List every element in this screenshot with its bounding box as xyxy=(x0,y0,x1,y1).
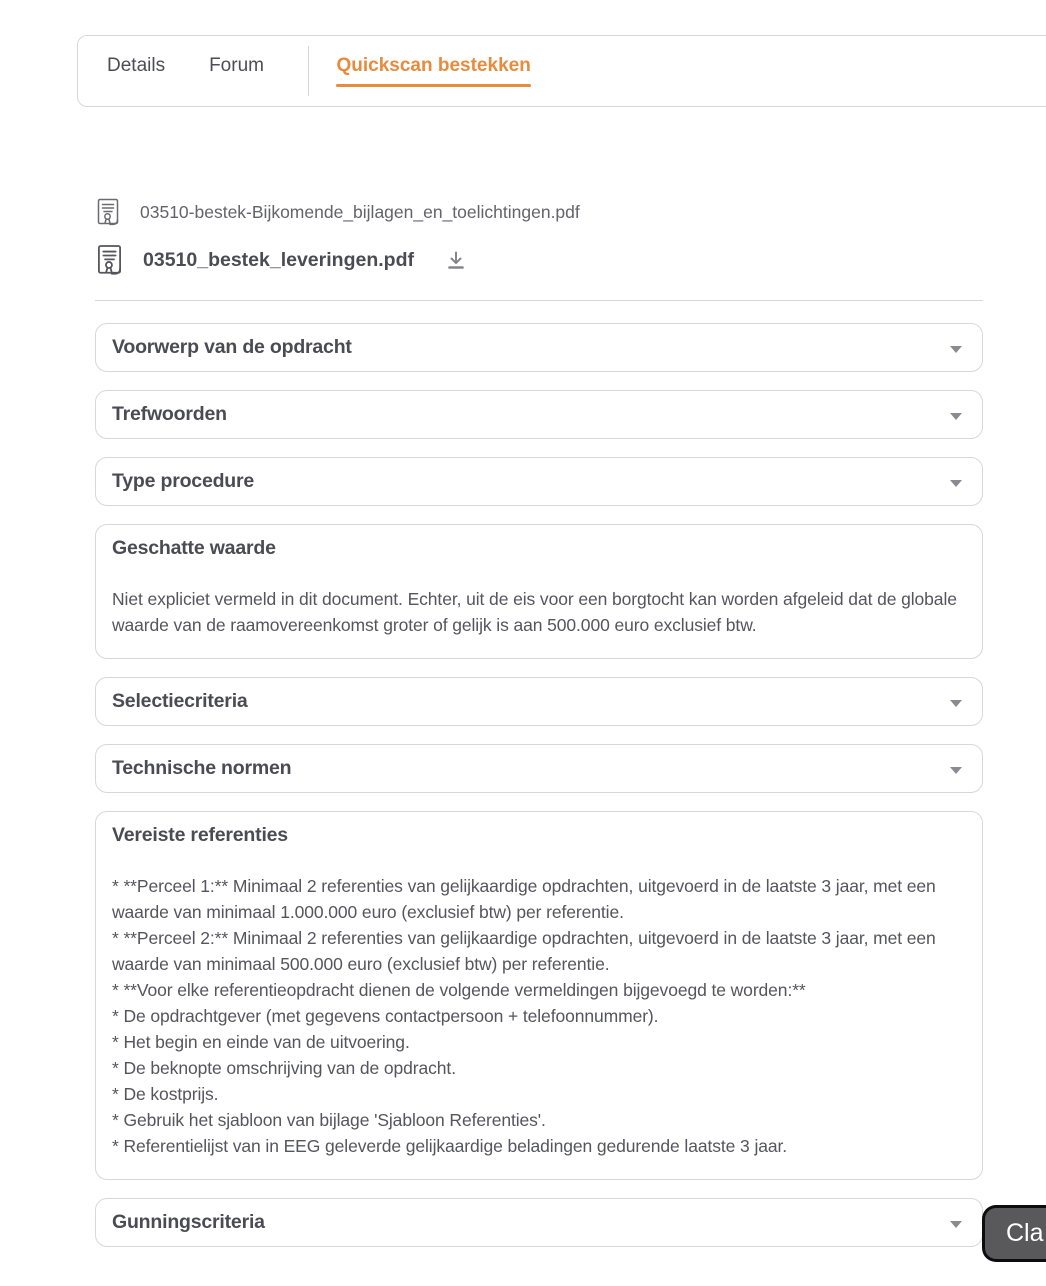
panel-geschatte-waarde xyxy=(95,524,983,659)
panel-title: Gunningscriteria xyxy=(112,1211,265,1233)
file-name[interactable]: 03510-bestek-Bijkomende_bijlagen_en_toelichtingen.pdf xyxy=(140,202,580,222)
tab-quickscan-bestekken[interactable]: Quickscan bestekken xyxy=(336,55,530,88)
tab-divider xyxy=(308,46,310,96)
panel-header[interactable] xyxy=(96,525,982,560)
panel-type-procedure xyxy=(95,457,983,506)
certificate-icon xyxy=(95,244,124,277)
panel-body-text xyxy=(96,873,982,1179)
chevron-down-icon xyxy=(950,1221,962,1228)
chevron-down-icon xyxy=(950,346,962,353)
panel-header[interactable] xyxy=(96,745,982,792)
floating-overlay-button[interactable] xyxy=(982,1205,1046,1262)
reference-line: * De opdrachtgever (met gegevens contactpersoon + telefoonnummer). xyxy=(112,1006,659,1026)
floating-button-label: Cla xyxy=(1006,1219,1044,1247)
panel-header[interactable] xyxy=(96,391,982,438)
panel-selectiecriteria xyxy=(95,677,983,726)
certificate-icon xyxy=(95,198,121,227)
reference-line: * Het begin en einde van de uitvoering. xyxy=(112,1032,410,1052)
panel-technische-normen xyxy=(95,744,983,793)
file-item-selected[interactable] xyxy=(95,244,983,277)
reference-line: * **Perceel 2:** Minimaal 2 referenties van gelijkaardige opdrachten, uitgevoerd in de laatste 3 jaar, met een waarde van minimaal 500.000 euro (exclusief btw) per referentie. xyxy=(112,928,936,974)
panel-title: Geschatte waarde xyxy=(112,537,276,559)
reference-line: * Referentielijst van in EEG geleverde gelijkaardige beladingen gedurende laatste 3 jaar. xyxy=(112,1136,788,1156)
reference-line: * **Voor elke referentieopdracht dienen de volgende vermeldingen bijgevoegd te worden:** xyxy=(112,980,806,1000)
reference-line: * De kostprijs. xyxy=(112,1084,219,1104)
panel-trefwoorden xyxy=(95,390,983,439)
panel-title: Technische normen xyxy=(112,757,292,779)
tab-bar xyxy=(77,35,1046,107)
chevron-down-icon xyxy=(950,480,962,487)
reference-line: * De beknopte omschrijving van de opdracht. xyxy=(112,1058,456,1078)
panel-header[interactable] xyxy=(96,458,982,505)
section-divider xyxy=(95,300,983,301)
download-icon xyxy=(445,250,467,271)
download-button[interactable] xyxy=(445,250,467,271)
panel-gunningscriteria xyxy=(95,1198,983,1247)
file-item[interactable] xyxy=(95,198,983,227)
tab-forum[interactable]: Forum xyxy=(209,54,264,76)
chevron-down-icon xyxy=(950,700,962,707)
panel-title: Vereiste referenties xyxy=(112,824,288,846)
panel-title: Type procedure xyxy=(112,470,255,492)
quickscan-content xyxy=(95,198,983,1265)
panel-vereiste-referenties xyxy=(95,811,983,1180)
panel-body-text: Niet expliciet vermeld in dit document. Echter, uit de eis voor een borgtocht kan worden afgeleid dat de globale waarde van de raamovereenkomst groter of gelijk is aan 500.000 euro exclusief btw. xyxy=(112,589,957,635)
panel-header[interactable] xyxy=(96,812,982,847)
reference-line: * **Perceel 1:** Minimaal 2 referenties van gelijkaardige opdrachten, uitgevoerd in de laatste 3 jaar, met een waarde van minimaal 1.000.000 euro (exclusief btw) per referentie. xyxy=(112,876,936,922)
panel-voorwerp-van-de-opdracht xyxy=(95,323,983,372)
panel-header[interactable] xyxy=(96,1199,982,1246)
panel-title: Trefwoorden xyxy=(112,403,227,425)
chevron-down-icon xyxy=(950,767,962,774)
tab-details[interactable]: Details xyxy=(107,54,166,76)
panel-title: Selectiecriteria xyxy=(112,690,248,712)
panel-header[interactable] xyxy=(96,678,982,725)
file-name[interactable]: 03510_bestek_leveringen.pdf xyxy=(143,249,414,271)
panel-title: Voorwerp van de opdracht xyxy=(112,336,352,358)
panel-header[interactable] xyxy=(96,324,982,371)
reference-line: * Gebruik het sjabloon van bijlage 'Sjabloon Referenties'. xyxy=(112,1110,546,1130)
chevron-down-icon xyxy=(950,413,962,420)
